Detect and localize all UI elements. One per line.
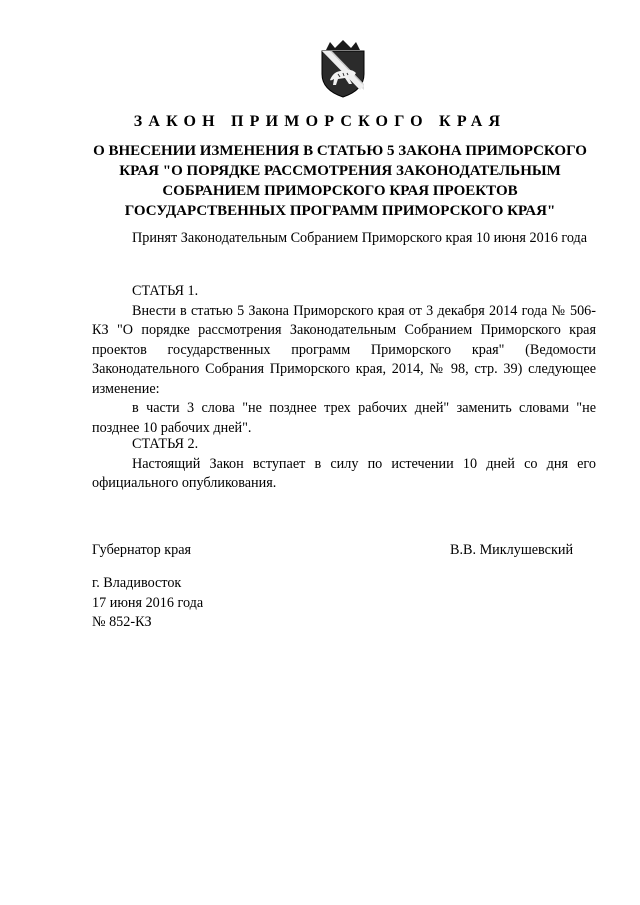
coat-of-arms-icon (318, 40, 368, 98)
article-1-text: Внести в статью 5 Закона Приморского края от 3 декабря 2014 года № 506-КЗ "О порядке рассмотрения Законодательным Собранием Приморского края проектов государственных программ Приморского края" (Ведомости Законодательного Собрания Приморского края, 2014, № 98, стр. 39) следующее изменение: (92, 302, 596, 397)
title-line: КРАЯ "О ПОРЯДКЕ РАССМОТРЕНИЯ ЗАКОНОДАТЕЛЬНЫМ (119, 163, 561, 179)
footer-city: г. Владивосток (92, 575, 182, 591)
article-2-heading: СТАТЬЯ 2. (132, 436, 199, 452)
title-line: ГОСУДАРСТВЕННЫХ ПРОГРАММ ПРИМОРСКОГО КРАЯ" (124, 203, 556, 219)
law-heading: ЗАКОН ПРИМОРСКОГО КРАЯ (133, 113, 507, 130)
article-1-heading: СТАТЬЯ 1. (132, 283, 199, 299)
title-line: О ВНЕСЕНИИ ИЗМЕНЕНИЯ В СТАТЬЮ 5 ЗАКОНА ПРИМОРСКОГО (93, 143, 587, 159)
article-2 (92, 435, 596, 494)
footer-date: 17 июня 2016 года (92, 594, 204, 611)
article-2-text: Настоящий Закон вступает в силу по истечении 10 дней со дня его официального опубликования. (92, 455, 596, 491)
footer-number: № 852-КЗ (92, 614, 152, 630)
signatory-name: В.В. Миклушевский (450, 542, 574, 558)
adoption-note (92, 229, 596, 249)
law-title (80, 141, 600, 221)
signatory-position: Губернатор края (92, 542, 192, 558)
article-1 (92, 282, 596, 438)
document-footer (92, 574, 203, 633)
title-line: СОБРАНИЕМ ПРИМОРСКОГО КРАЯ ПРОЕКТОВ (162, 183, 518, 199)
article-1-change: в части 3 слова "не позднее трех рабочих дней" заменить словами "не позднее 10 рабочих дней". (92, 400, 596, 436)
adoption-text: Принят Законодательным Собранием Приморского края 10 июня 2016 года (132, 230, 588, 246)
